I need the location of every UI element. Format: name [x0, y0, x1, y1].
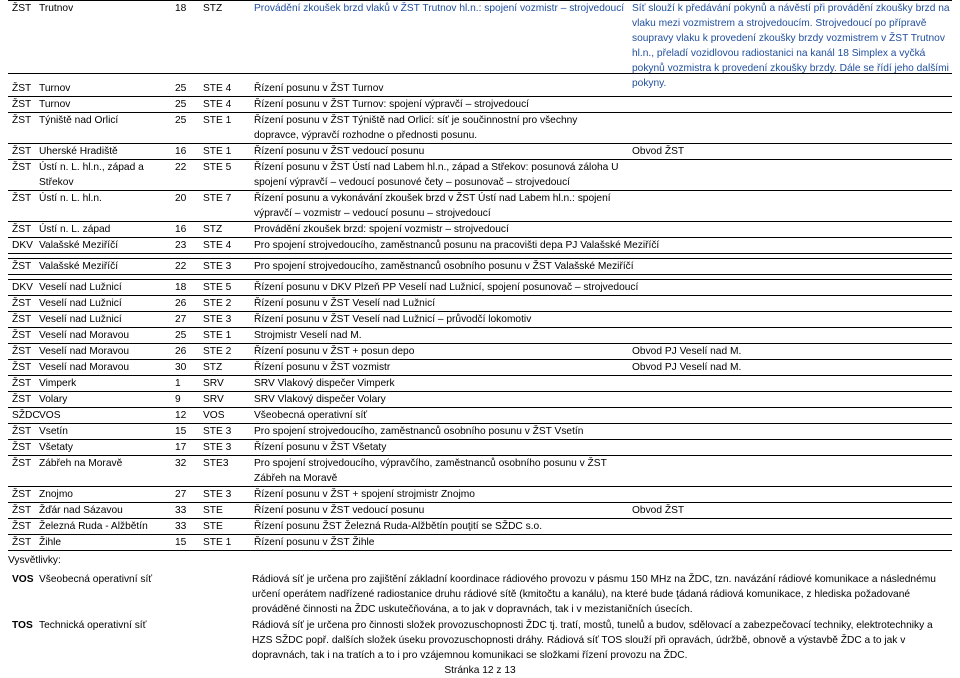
table-row [8, 222, 952, 238]
cell-purpose: Řízení posunu v ŽST Turnov: spojení výpravčí – strojvedoucí [254, 99, 530, 110]
cell-purpose: Řízení posunu v ŽST Veselí nad Lužnicí – průvodčí lokomotiv [254, 314, 532, 325]
table-spacer [8, 239, 952, 259]
cell-channel: 32 [175, 458, 187, 469]
cell-location: Valašské Meziříčí [39, 240, 119, 251]
table-row [8, 456, 952, 487]
cell-purpose: Provádění zkoušek brzd vlaků v ŽST Trutnov hl.n.: spojení vozmistr – strojvedoucí [254, 3, 625, 14]
table-row [8, 97, 952, 113]
cell-net: STE 3 [203, 489, 232, 500]
legend-key: VOS [12, 574, 34, 585]
cell-type: ŽST [12, 162, 32, 173]
legend-name: Všeobecná operativní síť [39, 574, 153, 585]
cell-channel: 26 [175, 298, 187, 309]
cell-type: ŽST [12, 330, 32, 341]
cell-channel: 22 [175, 261, 187, 272]
cell-net: STE 3 [203, 442, 232, 453]
cell-net: STE 4 [203, 99, 232, 110]
cell-location: Všetaty [39, 442, 73, 453]
cell-purpose: Strojmistr Veselí nad M. [254, 330, 362, 341]
cell-channel: 12 [175, 410, 187, 421]
table-row [8, 392, 952, 408]
table-row [8, 487, 952, 503]
cell-channel: 16 [175, 146, 187, 157]
cell-type: ŽST [12, 224, 32, 235]
cell-location: Žihle [39, 537, 62, 548]
cell-location: Turnov [39, 83, 71, 94]
cell-channel: 25 [175, 115, 187, 126]
cell-purpose: Řízení posunu v ŽST Týniště nad Orlicí: síť je součinnostní pro všechny dopravce, výpravčí rozhodne o přednosti posunu. [254, 115, 578, 141]
legend-description: Rádiová síť je určena pro zajištění základní koordinace rádiového provozu v pásmu 150 MHz na ŽDC, tzn. navázání rádiové komunikace a následnému určení operátem nadřízené radiostanice druhu rádiové sítě (kmitočtu a kanálu), na které bude ţádaná rádiová komunikace, z hlediska požadované prováděné činnosti na ŽDC uskutečňována, a to jak v dopravnách, tak i v mezistaničních úsecích. [252, 574, 936, 615]
cell-location: Železná Ruda - Alžbětín [39, 521, 148, 532]
legend-title: Vysvětlivky: [8, 555, 61, 566]
cell-channel: 17 [175, 442, 187, 453]
cell-channel: 25 [175, 83, 187, 94]
cell-location: Vsetín [39, 426, 68, 437]
cell-type: ŽST [12, 298, 32, 309]
table-row [8, 113, 952, 144]
cell-type: ŽST [12, 442, 32, 453]
cell-purpose: Pro spojení strojvedoucího, zaměstnanců osobního posunu v ŽST Valašské Meziříčí [254, 261, 634, 272]
cell-channel: 33 [175, 505, 187, 516]
cell-net: STE 3 [203, 426, 232, 437]
cell-purpose: Řízení posunu v ŽST + spojení strojmistr Znojmo [254, 489, 475, 500]
cell-net: STE 7 [203, 193, 232, 204]
cell-channel: 25 [175, 99, 187, 110]
cell-channel: 33 [175, 521, 187, 532]
table-row [8, 424, 952, 440]
cell-channel: 9 [175, 394, 181, 405]
table-row [8, 360, 952, 376]
cell-location: Zábřeh na Moravě [39, 458, 123, 469]
legend-name: Technická operativní síť [39, 620, 147, 631]
cell-net: STE 1 [203, 115, 232, 126]
cell-net: SRV [203, 378, 224, 389]
cell-type: ŽST [12, 489, 32, 500]
cell-channel: 30 [175, 362, 187, 373]
cell-channel: 1 [175, 378, 181, 389]
cell-channel: 15 [175, 426, 187, 437]
table-row [8, 440, 952, 456]
cell-type: ŽST [12, 521, 32, 532]
cell-channel: 26 [175, 346, 187, 357]
cell-location: Veselí nad Lužnicí [39, 298, 122, 309]
table-row [8, 408, 952, 424]
cell-note: Obvod PJ Veselí nad M. [632, 346, 742, 357]
cell-purpose: Řízení posunu v ŽST vedoucí posunu [254, 146, 425, 157]
cell-note: Obvod PJ Veselí nad M. [632, 362, 742, 373]
cell-net: STE 1 [203, 537, 232, 548]
cell-purpose: Řízení posunu v ŽST Veselí nad Lužnicí [254, 298, 436, 309]
cell-net: STE [203, 521, 223, 532]
cell-type: ŽST [12, 3, 32, 14]
cell-purpose: Řízení posunu a vykonávání zkoušek brzd v ŽST Ústí nad Labem hl.n.: spojení výpravčí – vozmistr – vedoucí posunu – strojvedoucí [254, 193, 611, 219]
legend-item [8, 618, 952, 663]
cell-net: STE 3 [203, 314, 232, 325]
cell-net: SRV [203, 394, 224, 405]
cell-location: Veselí nad Lužnicí [39, 314, 122, 325]
cell-type: ŽST [12, 426, 32, 437]
cell-net: STZ [203, 362, 223, 373]
cell-type: ŽST [12, 115, 32, 126]
cell-channel: 23 [175, 240, 187, 251]
cell-purpose: Řízení posunu v ŽST Ústí nad Labem hl.n., západ a Střekov: posunová záloha U spojení výpravčí – vedoucí posunové čety – posunovač – strojvedoucí [254, 162, 619, 188]
cell-type: ŽST [12, 378, 32, 389]
table-row [8, 328, 952, 344]
cell-channel: 25 [175, 330, 187, 341]
cell-type: ŽST [12, 362, 32, 373]
cell-net: STE 1 [203, 330, 232, 341]
table-row [8, 191, 952, 222]
cell-purpose: Řízení posunu v DKV Plzeň PP Veselí nad Lužnicí, spojení posunovač – strojvedoucí [254, 282, 639, 293]
cell-channel: 18 [175, 282, 187, 293]
cell-type: ŽST [12, 99, 32, 110]
legend-key: TOS [12, 620, 33, 631]
cell-channel: 16 [175, 224, 187, 235]
cell-type: ŽST [12, 146, 32, 157]
cell-type: DKV [12, 282, 33, 293]
cell-location: Veselí nad Moravou [39, 362, 130, 373]
cell-type: ŽST [12, 458, 32, 469]
cell-purpose: Pro spojení strojvedoucího, výpravčího, zaměstnanců osobního posunu v ŽST Zábřeh na Moravě [254, 458, 607, 484]
cell-note: Síť slouží k předávání pokynů a návěstí při provádění zkoušky brzd na vlaku mezi vozmistrem a strojvedoucím. Strojvedoucí po přípravě soupravy vlaku k provedení zkoušky brzdy vozmistrem v ŽST Trutnov hl.n., přeladí vozidlovou radiostanici na kanál 18 Simplex a vyčká pokynů vozmistra k provedení zkoušky brzdy. Dále se řídí jeho dalšími pokyny. [632, 3, 950, 89]
cell-location: Žďár nad Sázavou [39, 505, 123, 516]
cell-net: STE 1 [203, 146, 232, 157]
table-row [8, 503, 952, 519]
cell-net: STE [203, 505, 223, 516]
cell-type: SŽDC [12, 410, 40, 421]
cell-net: STE 4 [203, 240, 232, 251]
cell-location: VOS [39, 410, 61, 421]
table-spacer [8, 260, 952, 280]
table-row [8, 160, 952, 191]
table-row [8, 312, 952, 328]
cell-purpose: Všeobecná operativní síť [254, 410, 368, 421]
cell-location: Volary [39, 394, 68, 405]
cell-channel: 27 [175, 314, 187, 325]
cell-purpose: Řízení posunu v ŽST Žihle [254, 537, 375, 548]
cell-purpose: SRV Vlakový dispečer Vimperk [254, 378, 395, 389]
cell-net: STZ [203, 3, 223, 14]
legend-description: Rádiová síť je určena pro činnosti složek provozuschopnosti ŽDC tj. tratí, mostů, tunelů a budov, sdělovací a zabezpečovací techniky, elektrotechniky a HZS SŽDC popř. dalších složek úseku provozuschopnosti dráhy. Rádiová síť TOS slouží při opravách, údržbě, obnově a výstavbě ŽDC a to jak v dopravnách, tak i na tratích a to i pro vzájemnou komunikaci se složkami řízení provozu na ŽDC. [252, 620, 933, 661]
cell-location: Veselí nad Moravou [39, 330, 130, 341]
cell-net: STE 5 [203, 282, 232, 293]
cell-type: DKV [12, 240, 33, 251]
cell-location: Ústí n. L. západ [39, 224, 111, 235]
cell-type: ŽST [12, 505, 32, 516]
cell-type: ŽST [12, 537, 32, 548]
table-row [8, 376, 952, 392]
cell-net: STZ [203, 224, 223, 235]
cell-note: Obvod ŽST [632, 505, 685, 516]
cell-location: Uherské Hradiště [39, 146, 118, 157]
cell-location: Valašské Meziříčí [39, 261, 119, 272]
cell-channel: 15 [175, 537, 187, 548]
table-row [8, 296, 952, 312]
cell-location: Znojmo [39, 489, 73, 500]
table-row [8, 81, 952, 97]
cell-location: Trutnov [39, 3, 74, 14]
cell-purpose: Řízení posunu v ŽST vedoucí posunu [254, 505, 425, 516]
table-row [8, 344, 952, 360]
cell-note: Obvod ŽST [632, 146, 685, 157]
cell-purpose: Řízení posunu ŽST Železná Ruda-Alžbětín pouţití se SŽDC s.o. [254, 521, 543, 532]
cell-purpose: SRV Vlakový dispečer Volary [254, 394, 386, 405]
cell-net: STE 4 [203, 83, 232, 94]
cell-purpose: Pro spojení strojvedoucího, zaměstnanců osobního posunu v ŽST Vsetín [254, 426, 584, 437]
cell-purpose: Řízení posunu v ŽST + posun depo [254, 346, 415, 357]
cell-net: STE 2 [203, 346, 232, 357]
table-row [8, 519, 952, 535]
cell-location: Ústí n. L. hl.n. [39, 193, 102, 204]
cell-net: STE 5 [203, 162, 232, 173]
cell-channel: 20 [175, 193, 187, 204]
cell-type: ŽST [12, 346, 32, 357]
cell-type: ŽST [12, 394, 32, 405]
cell-purpose: Provádění zkoušek brzd: spojení vozmistr – strojvedoucí [254, 224, 509, 235]
cell-type: ŽST [12, 261, 32, 272]
table-row [8, 144, 952, 160]
legend-item [8, 572, 952, 617]
cell-location: Veselí nad Lužnicí [39, 282, 122, 293]
cell-purpose: Řízení posunu v ŽST Turnov [254, 83, 384, 94]
cell-location: Týniště nad Orlicí [39, 115, 119, 126]
table-row [8, 280, 952, 296]
cell-type: ŽST [12, 314, 32, 325]
page-number: Stránka 12 z 13 [444, 665, 516, 676]
cell-net: VOS [203, 410, 225, 421]
cell-purpose: Řízení posunu v ŽST Všetaty [254, 442, 387, 453]
cell-type: ŽST [12, 193, 32, 204]
cell-type: ŽST [12, 83, 32, 94]
cell-net: STE3 [203, 458, 229, 469]
cell-channel: 22 [175, 162, 187, 173]
table-row [8, 535, 952, 551]
cell-purpose: Pro spojení strojvedoucího, zaměstnanců posunu na pracovišti depa PJ Valašské Meziříčí [254, 240, 660, 251]
cell-location: Vimperk [39, 378, 77, 389]
cell-channel: 27 [175, 489, 187, 500]
cell-channel: 18 [175, 3, 187, 14]
cell-location: Ústí n. L. hl.n., západ a Střekov [39, 162, 144, 188]
cell-net: STE 2 [203, 298, 232, 309]
cell-location: Turnov [39, 99, 71, 110]
cell-purpose: Řízení posunu v ŽST vozmistr [254, 362, 391, 373]
cell-net: STE 3 [203, 261, 232, 272]
cell-location: Veselí nad Moravou [39, 346, 130, 357]
